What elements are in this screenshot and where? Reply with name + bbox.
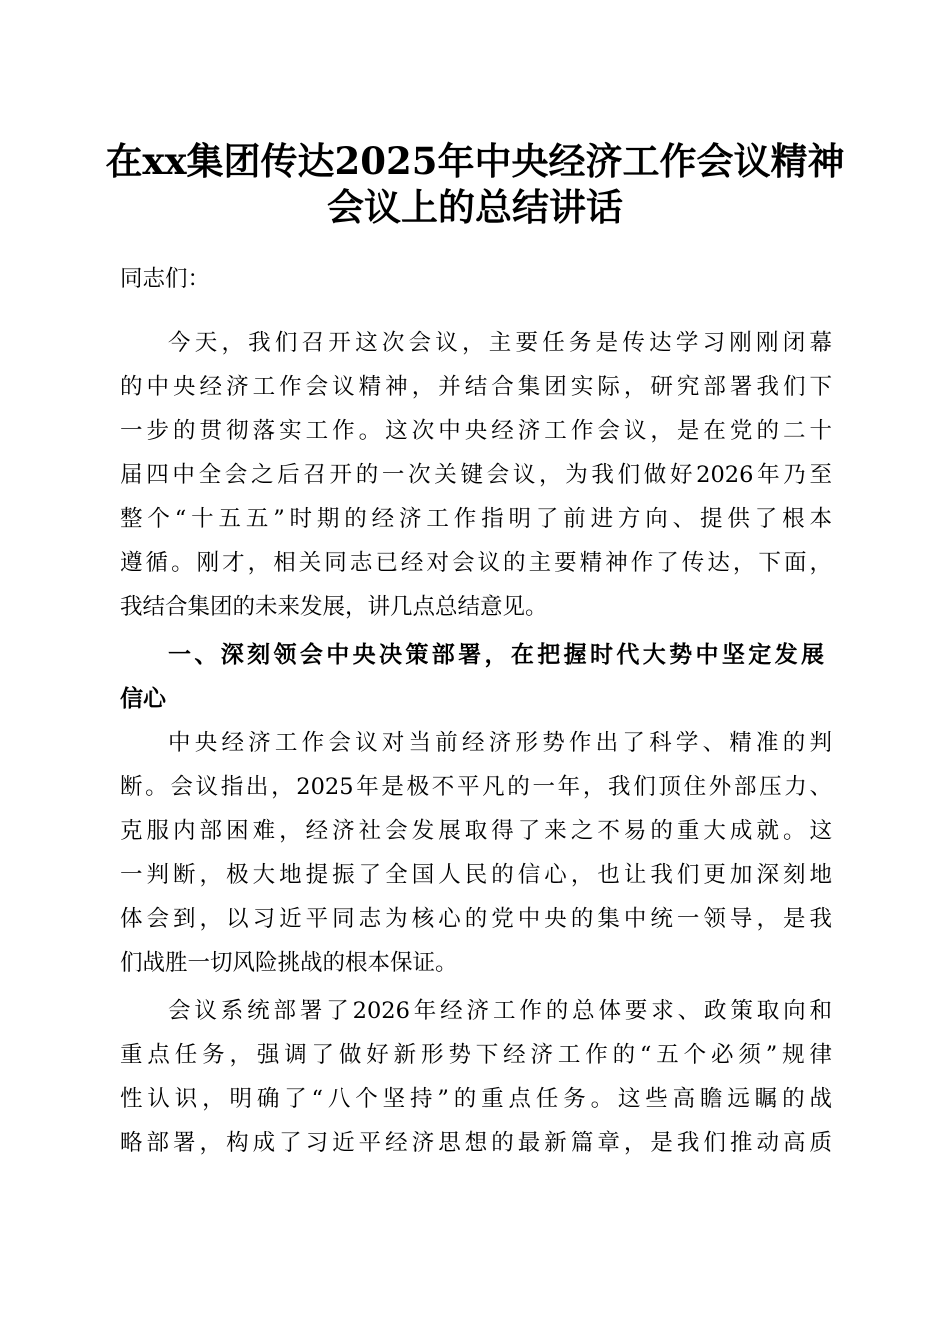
paragraph-2-line: 体会到，以习近平同志为核心的党中央的集中统一领导，是我	[120, 906, 832, 932]
paragraph-1-line: 届四中全会之后召开的一次关键会议，为我们做好2026年乃至	[120, 462, 832, 488]
paragraph-1-line: 一步的贯彻落实工作。这次中央经济工作会议，是在党的二十	[120, 418, 832, 444]
paragraph-2-line: 克服内部困难，经济社会发展取得了来之不易的重大成就。这	[120, 818, 832, 844]
section-heading-1-continued: 信心	[120, 686, 166, 712]
paragraph-2-line: 们战胜一切风险挑战的根本保证。	[120, 950, 458, 976]
paragraph-1-line: 今天，我们召开这次会议，主要任务是传达学习刚刚闭幕	[168, 330, 832, 356]
salutation: 同志们：	[120, 266, 211, 292]
paragraph-3-line: 性认识，明确了“八个坚持”的重点任务。这些高瞻远瞩的战	[120, 1086, 832, 1112]
paragraph-3-line: 会议系统部署了2026年经济工作的总体要求、政策取向和	[168, 998, 832, 1024]
paragraph-1-line: 整个“十五五”时期的经济工作指明了前进方向、提供了根本	[120, 506, 832, 532]
paragraph-2-line: 断。会议指出，2025年是极不平凡的一年，我们顶住外部压力、	[120, 774, 832, 800]
paragraph-2-line: 中央经济工作会议对当前经济形势作出了科学、精准的判	[168, 730, 832, 756]
section-heading-1: 一、深刻领会中央决策部署，在把握时代大势中坚定发展	[168, 642, 824, 668]
document-title-line-2: 会议上的总结讲话	[327, 185, 623, 229]
paragraph-3-line: 略部署，构成了习近平经济思想的最新篇章，是我们推动高质	[120, 1130, 832, 1156]
paragraph-1-line: 我结合集团的未来发展，讲几点总结意见。	[120, 594, 548, 620]
paragraph-1-line: 遵循。刚才，相关同志已经对会议的主要精神作了传达，下面，	[120, 550, 832, 576]
paragraph-1-line: 的中央经济工作会议精神，并结合集团实际，研究部署我们下	[120, 374, 832, 400]
paragraph-3-line: 重点任务，强调了做好新形势下经济工作的“五个必须”规律	[120, 1042, 832, 1068]
paragraph-2-line: 一判断，极大地提振了全国人民的信心，也让我们更加深刻地	[120, 862, 832, 888]
document-title-line-1: 在xx集团传达2025年中央经济工作会议精神	[105, 139, 845, 183]
